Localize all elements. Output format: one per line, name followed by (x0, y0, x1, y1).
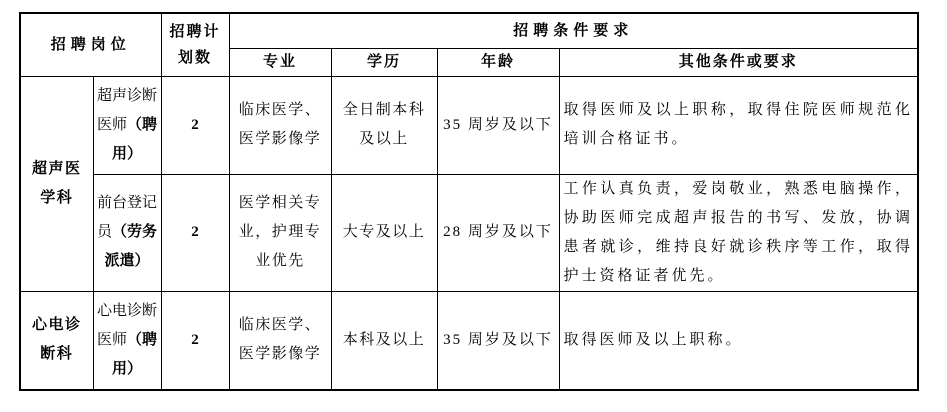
cell-other-requirements: 取得医师及以上职称，取得住院医师规范化培训合格证书。 (559, 76, 918, 174)
cell-other-requirements: 工作认真负责，爱岗敬业，熟悉电脑操作，协助医师完成超声报告的书写、发放，协调患者就诊，维持良好就诊秩序等工作，取得护士资格证者优先。 (559, 174, 918, 291)
position-note: （聘用） (112, 116, 158, 162)
recruitment-table (19, 12, 919, 391)
cell-department: 超声医学科 (20, 76, 93, 291)
cell-education: 本科及以上 (331, 291, 437, 390)
cell-plan-count: 2 (161, 291, 229, 390)
cell-plan-count: 2 (161, 76, 229, 174)
position-name: 心电诊断医师 (96, 302, 158, 348)
position-note: （劳务派遣） (104, 224, 158, 269)
position-note: （聘用） (112, 331, 158, 377)
cell-education: 大专及以上 (331, 174, 437, 291)
cell-position (93, 76, 161, 174)
position-name: 前台登记员 (96, 195, 158, 240)
cell-age: 28 周岁及以下 (437, 174, 559, 291)
cell-plan-count: 2 (161, 174, 229, 291)
table-row (20, 291, 918, 390)
cell-age: 35 周岁及以下 (437, 291, 559, 390)
header-row-top (20, 13, 918, 48)
header-other: 其他条件或要求 (559, 48, 918, 76)
table-row (20, 76, 918, 174)
cell-major: 临床医学、医学影像学 (229, 291, 331, 390)
header-age: 年龄 (437, 48, 559, 76)
cell-department: 心电诊断科 (20, 291, 93, 390)
cell-education: 全日制本科及以上 (331, 76, 437, 174)
header-plan-count: 招聘计划数 (161, 13, 229, 76)
header-position-group: 招聘岗位 (20, 13, 161, 76)
cell-position (93, 174, 161, 291)
header-requirements: 招聘条件要求 (229, 13, 918, 48)
table-row (20, 174, 918, 291)
header-major: 专业 (229, 48, 331, 76)
cell-major: 临床医学、医学影像学 (229, 76, 331, 174)
position-name: 超声诊断医师 (96, 87, 158, 133)
cell-age: 35 周岁及以下 (437, 76, 559, 174)
cell-major: 医学相关专业，护理专业优先 (229, 174, 331, 291)
header-education: 学历 (331, 48, 437, 76)
cell-other-requirements: 取得医师及以上职称。 (559, 291, 918, 390)
cell-position (93, 291, 161, 390)
